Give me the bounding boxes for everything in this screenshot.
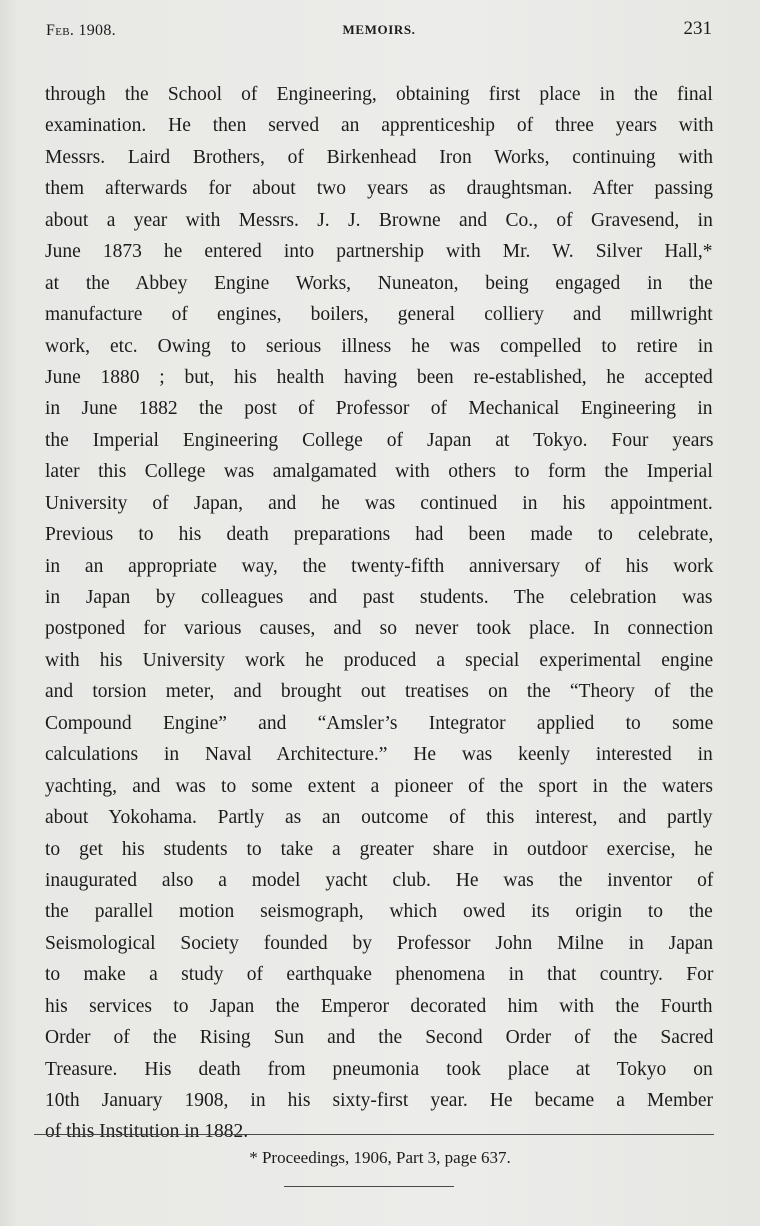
text-line: the Imperial Engineering College of Japan at Tokyo. Four years (45, 429, 714, 451)
text-line: the parallel motion seismograph, which owed its origin to the (45, 901, 713, 923)
header-date: Feb. 1908. (46, 22, 116, 39)
text-line: June 1880 ; but, his health having been re-established, he accepted (45, 366, 713, 388)
text-line: examination. He then served an apprenticeship of three years with (45, 115, 714, 137)
text-line: through the School of Engineering, obtaining first place in the final (45, 84, 713, 105)
text-line: of this Institution in 1882. (45, 1121, 249, 1143)
end-of-article-rule (284, 1186, 454, 1187)
text-line: June 1873 he entered into partnership with Mr. W. Silver Hall,* (45, 241, 713, 263)
text-line: University of Japan, and he was continued in his appointment. (45, 492, 713, 514)
text-line: with his University work he produced a special experimental engine (45, 649, 714, 671)
text-line: in June 1882 the post of Professor of Mechanical Engineering in (45, 398, 713, 420)
memoir-body-text (45, 79, 713, 1148)
text-line: and torsion meter, and brought out treatises on the “Theory of the (45, 681, 714, 703)
text-line: Order of the Rising Sun and the Second Order of the Sacred (45, 1027, 714, 1049)
text-line: Seismological Society founded by Professor John Milne in Japan (45, 932, 714, 954)
text-line: Compound Engine” and “Amsler’s Integrator applied to some (45, 712, 714, 734)
text-line: his services to Japan the Emperor decorated him with the Fourth (45, 995, 713, 1017)
text-line: Treasure. His death from pneumonia took place at Tokyo on (45, 1058, 713, 1080)
text-line: to get his students to take a greater share in outdoor exercise, he (45, 838, 713, 860)
text-line: at the Abbey Engine Works, Nuneaton, being engaged in the (45, 272, 713, 294)
text-line: them afterwards for about two years as draughtsman. After passing (45, 178, 714, 200)
footnote-divider (34, 1134, 714, 1135)
text-line: Previous to his death preparations had been made to celebrate, (45, 524, 714, 546)
running-header (46, 18, 712, 48)
text-line: work, etc. Owing to serious illness he was compelled to retire in (45, 335, 713, 357)
text-line: to make a study of earthquake phenomena in that country. For (45, 964, 714, 986)
text-line: yachting, and was to some extent a pioneer of the sport in the waters (45, 775, 713, 797)
text-line: manufacture of engines, boilers, general colliery and millwright (45, 304, 713, 326)
page-number: 231 (683, 18, 712, 39)
text-line: inaugurated also a model yacht club. He was the inventor of (45, 869, 714, 891)
text-line: in Japan by colleagues and past students. The celebration was (45, 587, 713, 608)
footnote: * Proceedings, 1906, Part 3, page 637. (249, 1148, 511, 1167)
text-line: about Yokohama. Partly as an outcome of this interest, and partly (45, 807, 713, 829)
text-line: about a year with Messrs. J. J. Browne and Co., of Gravesend, in (45, 209, 713, 231)
header-section-title: MEMOIRS. (342, 22, 416, 37)
text-line: in an appropriate way, the twenty-fifth anniversary of his work (45, 555, 714, 577)
text-line: calculations in Naval Architecture.” He was keenly interested in (45, 744, 713, 766)
text-line: Messrs. Laird Brothers, of Birkenhead Iron Works, continuing with (45, 146, 714, 168)
text-line: 10th January 1908, in his sixty-first year. He became a Member (45, 1090, 714, 1111)
text-line: later this College was amalgamated with others to form the Imperial (45, 461, 713, 483)
text-line: postponed for various causes, and so never took place. In connection (45, 618, 714, 640)
